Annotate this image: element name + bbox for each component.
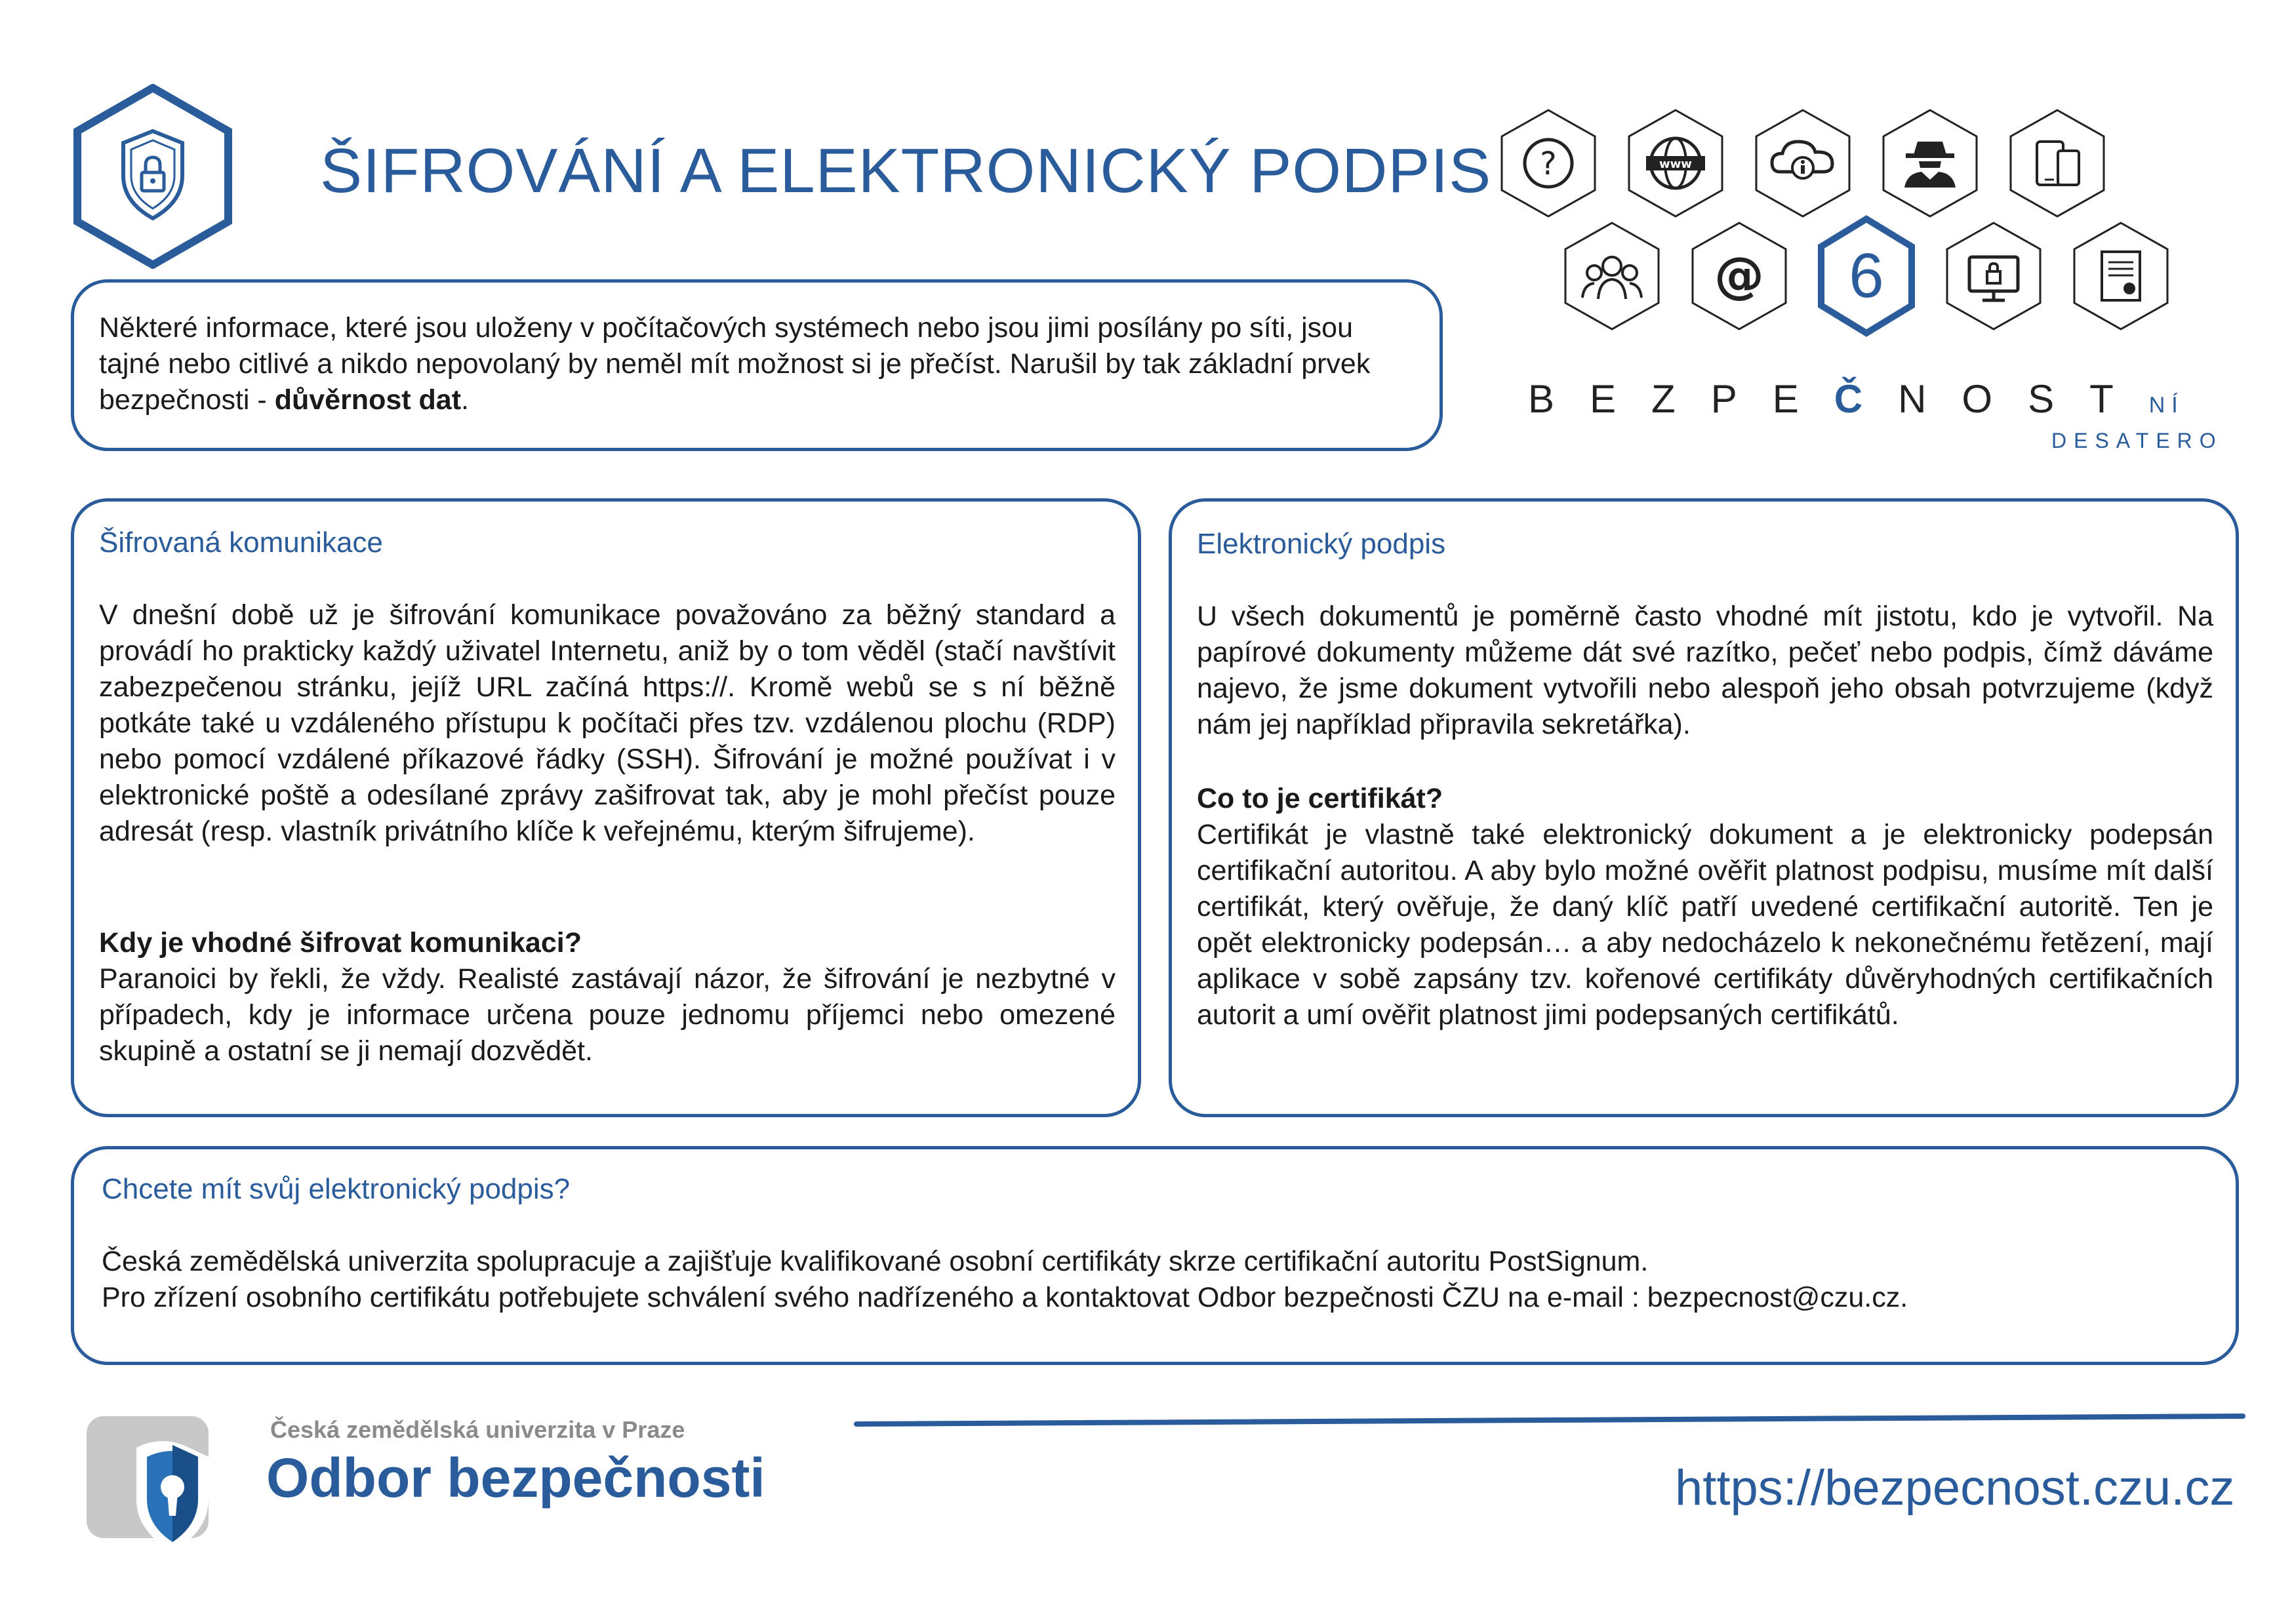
- brand-pre: BEZPE: [1528, 377, 1834, 421]
- intro-end: .: [461, 384, 469, 416]
- active-number: 6: [1849, 241, 1884, 311]
- shield-lock-hex-logo: [71, 84, 235, 269]
- intro-bold: důvěrnost dat: [274, 384, 462, 416]
- encrypted-q-bold: Kdy je vhodné šifrovat komunikaci?: [99, 927, 582, 959]
- department-shield-logo: [84, 1414, 235, 1558]
- brand-desatero: DESATERO: [2051, 429, 2223, 452]
- signature-q-bold: Co to je certifikát?: [1197, 783, 1443, 814]
- devices-icon: [2008, 108, 2106, 219]
- encrypted-communication-box: [71, 498, 1141, 1117]
- brand-suffix: NÍ: [2148, 393, 2184, 418]
- question-icon: [1499, 108, 1598, 219]
- intro-text: [99, 310, 1417, 418]
- svg-text:@: @: [1714, 246, 1764, 304]
- footer-divider: [853, 1410, 2249, 1429]
- cloud-info-icon: [1754, 108, 1852, 219]
- www-globe-icon: [1626, 108, 1725, 219]
- page-title: ŠIFROVÁNÍ A ELEKTRONICKÝ PODPIS: [320, 136, 1492, 206]
- people-group-icon: [1563, 220, 1661, 332]
- website-link[interactable]: https://bezpecnost.czu.cz: [1675, 1460, 2235, 1516]
- intro-box: [71, 279, 1443, 451]
- signature-question: [1197, 781, 2213, 817]
- encrypted-heading: Šifrovaná komunikace: [99, 526, 383, 559]
- brand-post: NOST: [1898, 377, 2149, 421]
- encrypted-p1: V dnešní době už je šifrování komunikace považováno za běžný standard a provádí ho prakticky každý uživatel Internetu, aniž by o tom věděl (stačí navštívit zabezpečenou stránku, jejíž URL začíná https://. Kromě webů se s ní běžně potkáte také u vzdáleného přístupu k počítači přes tzv. vzdálenou plochu (RDP) nebo pomocí vzdálené příkazové řádky (SSH). Šifrování je možné používat i v elektronické poště a odesílané zprávy zašifrovat tak, aby je mohl přečíst pouze adresát (resp. vlastník privátního klíče k veřejnému, kterým šifrujeme).: [99, 599, 1116, 847]
- cta-heading: Chcete mít svůj elektronický podpis?: [102, 1173, 571, 1205]
- spy-icon: [1881, 108, 1979, 219]
- brand-wordmark: [1528, 376, 2184, 422]
- at-sign-icon: [1690, 220, 1788, 332]
- signature-p2: Certifikát je vlastně také elektronický dokument a je elektronicky podepsán certifikační autoritou. A aby bylo možné ověřit platnost podpisu, musíme mít další certifikát, který ověřuje, že daný klíč patří uvedené certifikační autoritě. Ten je opět elektronicky podepsán… a aby nedocházelo k nekonečnému řetězení, mají aplikace v sobě zapsány tzv. kořenové certifikáty důvěryhodných certifikačních autorit a umí ověřit platnost jimi podepsaných certifikátů.: [1197, 819, 2213, 1031]
- department-name: Odbor bezpečnosti: [266, 1447, 765, 1509]
- number-six-badge: [1817, 215, 1916, 337]
- cta-line2: Pro zřízení osobního certifikátu potřebujete schválení svého nadřízeného a kontaktovat Odbor bezpečnosti ČZU na e-mail : bezpecnost@czu.cz.: [102, 1282, 1908, 1313]
- monitor-lock-icon: [1944, 220, 2043, 332]
- encrypted-question: [99, 925, 1116, 961]
- signature-heading: Elektronický podpis: [1197, 528, 1446, 560]
- svg-text:www: www: [1659, 157, 1692, 171]
- signature-p1: U všech dokumentů je poměrně často vhodné mít jistotu, kdo je vytvořil. Na papírové dokumenty můžeme dát své razítko, pečeť nebo podpis, čímž dáváme najevo, že jsme dokument vytvořili nebo alespoň jeho obsah potvrzujeme (když nám jej například připravila sekretářka).: [1197, 601, 2213, 740]
- cta-line1: Česká zemědělská univerzita spolupracuje a zajišťuje kvalifikované osobní certifikáty skrze certifikační autoritu PostSignum.: [102, 1246, 1649, 1277]
- university-name: Česká zemědělská univerzita v Praze: [270, 1416, 685, 1443]
- cta-box: [71, 1146, 2239, 1365]
- electronic-signature-box: [1169, 498, 2239, 1117]
- brand-highlight: Č: [1834, 377, 1899, 421]
- svg-text:?: ?: [1540, 146, 1557, 182]
- encrypted-p2: Paranoici by řekli, že vždy. Realisté zastávají názor, že šifrování je nezbytné v případech, kdy je informace určena pouze jednomu příjemci nebo omezené skupině a ostatní se ji nemají dozvědět.: [99, 963, 1116, 1067]
- intro-text-part: Některé informace, které jsou uloženy v počítačových systémech nebo jsou jimi posílány po síti, jsou tajné nebo citlivé a nikdo nepovolaný by neměl mít možnost si je přečíst. Narušil by tak základní prvek bezpečnosti -: [99, 312, 1371, 416]
- certificate-icon: [2072, 220, 2170, 332]
